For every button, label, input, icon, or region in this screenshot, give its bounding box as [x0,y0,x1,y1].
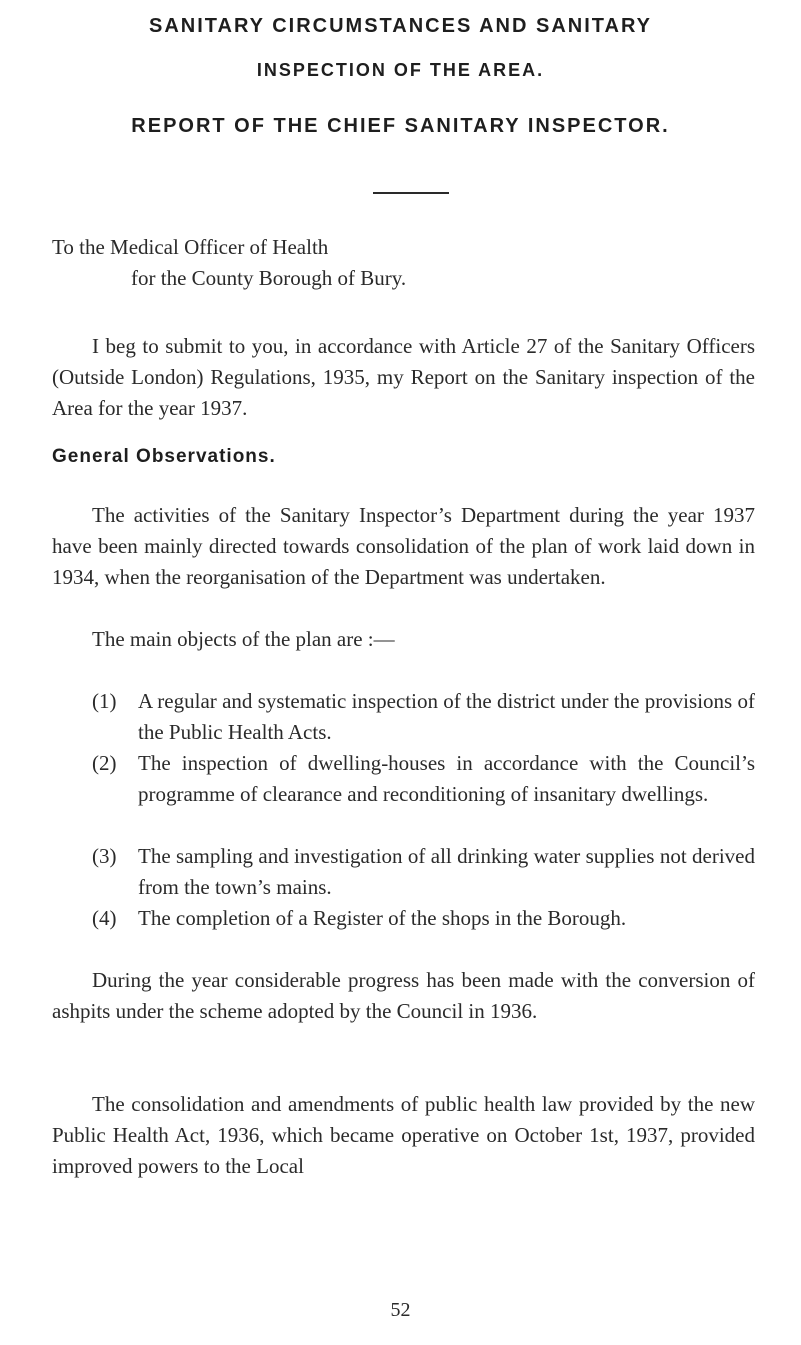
heading-line-1: SANITARY CIRCUMSTANCES AND SANITARY [149,15,652,37]
address-line-2: for the County Borough of Bury. [131,266,407,290]
list-item-number: (4) [92,906,117,930]
heading-line-3: REPORT OF THE CHIEF SANITARY INSPECTOR. [131,115,670,137]
list-item [92,686,755,748]
list-item-text: The inspection of dwelling-houses in accordance with the Council’s programme of clearance and reconditioning of insanitary dwellings. [138,751,755,806]
heading-line-2: INSPECTION OF THE AREA. [256,60,545,80]
paragraph-activities: The activities of the Sanitary Inspector’s Department during the year 1937 have been mainly directed towards consolidation of the plan of work laid down in 1934, when the reorganisation of the Department was undertaken. [52,503,755,589]
list-item [92,841,755,903]
section-title: General Observations. [52,446,276,467]
list-item-text: The completion of a Register of the shops in the Borough. [138,906,627,930]
page-number: 52 [390,1299,411,1321]
list-item-text: A regular and systematic inspection of the district under the provisions of the Public Health Acts. [138,689,755,744]
list-item-text: The sampling and investigation of all drinking water supplies not derived from the town’s mains. [138,844,755,899]
paragraph-ashpits: During the year considerable progress has been made with the conversion of ashpits under the scheme adopted by the Council in 1936. [52,968,755,1023]
objects-intro: The main objects of the plan are :— [92,627,395,651]
address-line-1: To the Medical Officer of Health [52,235,329,259]
divider-rule [373,192,449,194]
list-item-number: (2) [92,751,117,775]
list-item-number: (1) [92,689,117,713]
intro-paragraph: I beg to submit to you, in accordance with Article 27 of the Sanitary Officers (Outside London) Regulations, 1935, my Report on the Sanitary inspection of the Area for the year 1937. [52,334,755,420]
paragraph-public-health-act: The consolidation and amendments of public health law provided by the new Public Health Act, 1936, which became operative on October 1st, 1937, provided improved powers to the Local [52,1092,755,1178]
list-item-number: (3) [92,844,117,868]
list-item [92,748,755,810]
list-item [92,903,755,934]
